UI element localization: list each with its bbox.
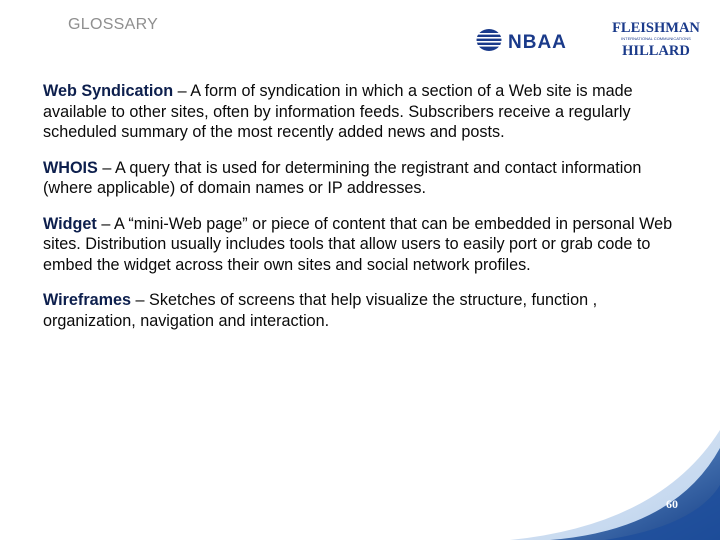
glossary-definition: A form of syndication in which a section of a Web site is made available to other sites, often by information feeds. Subscribers receive a regularly scheduled summary of the most recently added news and posts. [43,82,633,141]
glossary-term: WHOIS [43,158,98,177]
glossary-definition: A “mini-Web page” or piece of content that can be embedded in personal Web sites. Distribution usually includes tools that allow users to easily port or grab code to embed the widget across their own sites and social network profiles. [43,214,673,274]
glossary-term: Wireframes [43,291,132,309]
fleishman-tagline: INTERNATIONAL COMMUNICATIONS [621,36,691,41]
fleishman-wordmark: FLEISHMAN [612,20,700,36]
glossary-entry: Wireframes – Sketches of screens that help visualize the structure, function , organization, navigation and interaction. [43,291,598,330]
page-number: 60 [666,497,678,511]
glossary-term: Web Syndication [43,82,174,100]
glossary-term: Widget [43,214,97,233]
nbaa-logo [476,27,596,53]
globe-icon [476,29,502,51]
corner-decoration [510,430,720,540]
hillard-wordmark: HILLARD [622,43,690,59]
glossary-definition: A query that is used for determining the registrant and contact information (where applicable) of domain names or IP addresses. [43,158,642,197]
glossary-entry: Widget – A “mini-Web page” or piece of content that can be embedded in personal Web sites. Distribution usually includes tools that allow users to easily port or grab code to embed the widget across their own sites and social network profiles. [43,214,673,274]
fleishman-hillard-logo [608,18,704,60]
glossary-entry: Web Syndication – A form of syndication in which a section of a Web site is made available to other sites, often by information feeds. Subscribers receive a regularly scheduled summary of the most recently added news and posts. [43,82,633,141]
glossary-definition: Sketches of screens that help visualize the structure, function , organization, navigation and interaction. [43,291,598,330]
nbaa-wordmark: NBAA [508,32,567,53]
section-label: GLOSSARY [68,16,159,33]
glossary-list [43,81,693,346]
glossary-entry: WHOIS – A query that is used for determining the registrant and contact information (where applicable) of domain names or IP addresses. [43,158,642,197]
